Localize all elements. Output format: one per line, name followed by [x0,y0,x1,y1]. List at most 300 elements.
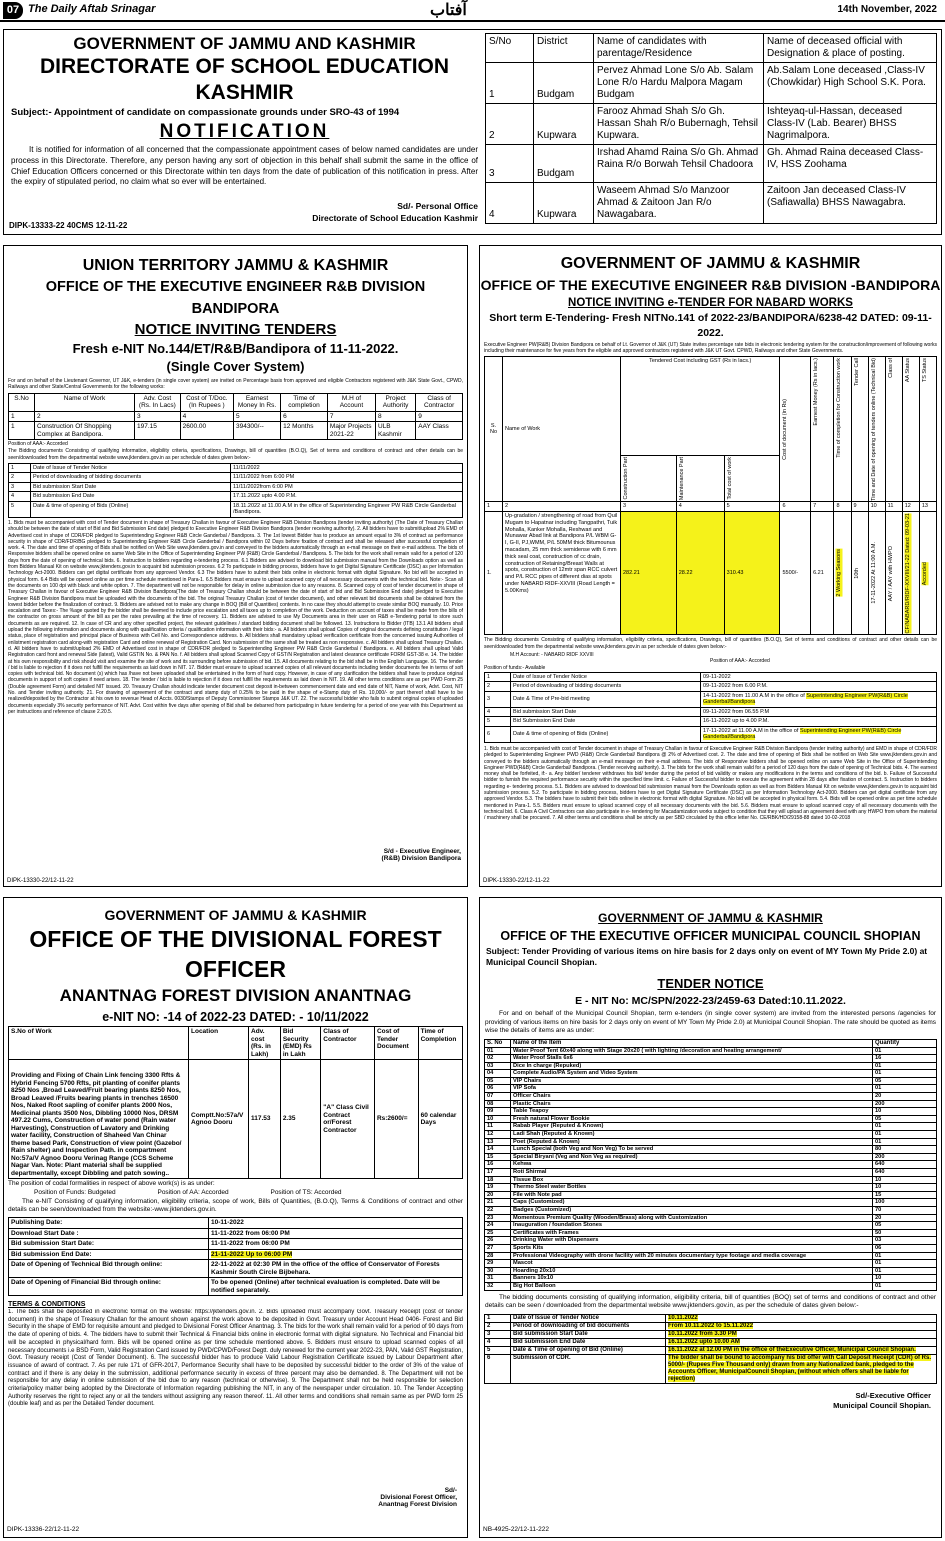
ad4-d6-value: To be opened (Online) after technical evaluation is completed. Date will be notified separately. [209,1278,463,1296]
ad5-item-row [485,1146,937,1154]
ad5-item-row [485,1260,937,1268]
ad5-item-sno: 04 [485,1070,511,1078]
ad5-d5-value-cell [666,1346,937,1354]
ad2-sign1: S/d - Executive Engineer, [383,847,461,855]
ad3-n2: 2 [503,502,621,512]
ad2-office: OFFICE OF THE EXECUTIVE ENGINEER R&B DIVISION BANDIPORA [45,279,426,317]
ad4-d5-value: 22-11-2022 at 02:30 PM in the office of the office of Conservator of Forests Kashmir South Circle Bijbehara. [209,1260,463,1278]
ad5-nb: NB-4925-22/12-11-222 [483,1526,550,1533]
issue-date: 14th November, 2022 [837,4,937,15]
ad3-hv-maint: Maintenance Part [678,457,685,501]
ad4-d3-label: Bid submission Start Date: [9,1239,209,1250]
ad3-d4-value: 09-11-2022 from 06.55 P.M [701,707,937,717]
ad2-w0: 1 [9,422,35,440]
ad2-system: (Single Cover System) [166,359,305,374]
ad3-funds: Position of funds:- Available [484,664,546,671]
ad2-w4: 394300/-- [233,422,280,440]
ad2-n4: 5 [233,411,280,422]
ad5-item-row [485,1123,937,1131]
ad5-item-qty: 80 [873,1146,937,1154]
ad5-item-sno: 11 [485,1123,511,1131]
ad5-d6-no: 6 [485,1354,511,1383]
ad5-item-name: VIP Sofa [511,1085,873,1093]
ad5-item-sno: 13 [485,1138,511,1146]
ad2-sign2: (R&B) Division Bandipora [381,854,461,862]
ad5-item-sno: 31 [485,1275,511,1283]
ad4-d1-label: Publishing Date: [9,1218,209,1229]
ad3-w-total: 310.43 [724,511,780,634]
ad3-para: The Bidding documents Consisting of qualifying information, eligibility criteria, specifications, Drawings, bill of quantities (B.O.Q), Set of terms and conditions of contract and other details can be seen/downloaded from the departmental website www.jktenders.gov.in as per schedule of dates given below:- [484,637,937,650]
ad3-work-table [484,356,937,636]
ad2-dipk: DIPK-13330-22/12-11-22 [7,878,74,884]
ad5-item-name: Caps (Customized) [511,1199,873,1207]
ad3-w-maint: 28.22 [676,511,724,634]
ad3-d3-no: 3 [485,691,511,707]
ad5-item-qty: 05 [873,1222,937,1230]
ad3-hv1-cell [676,456,724,502]
ad3-d1-label: Date of Issue of Tender Notice [511,672,701,682]
newspaper-name: The Daily Aftab Srinagar [28,3,156,15]
ad4-office: OFFICE OF THE DIVISIONAL FOREST OFFICER [29,926,442,982]
ad3-n7: 7 [811,502,834,512]
ad5-item-qty: 01 [873,1085,937,1093]
ad4-class: "A" Class Civil Contract or/Forest Contractor [321,1060,375,1179]
ad5-item-sno: 12 [485,1131,511,1139]
ad5-item-qty: 100 [873,1199,937,1207]
ad3-w-time: 2 Working Seasons [836,549,843,597]
ad4-h2: Adv. cost (Rs. in Lakh) [249,1027,281,1060]
ad4-time: 60 calendar Days [418,1060,462,1179]
ad3-terms: 1. Bids must be accompanied with cost of Tender document in shape of Treasury Challan in favour of Executive Engineer R&B Division Bandipora (tender inviting authority) and EMD in shape of CDR/FDR pledged to Superintending Engineer PWD (R&B) Circle Ganderbal/ Bandipora @ 2% of Advertised cost. 2. The date and time of opening of Bids shall be notified on Web Site www.jktenders.gov.in and conveyed to the bidders automatically through an e-mail message on their e-mail address. The bids of Responsive bidders shall be opened online on same Web Site in the Office of Superintending Engineer PWD(R&B) Circle Ganderbal/ Bandipora. (Tender receiving authority). 3. The bids for the work shall remain valid for a period of 120 days from the date of opening of Technical bids. 4. The earnest money shall be forfeited, if:- a. Any bidder/ tenderer withdraws his bid/ tender during the period of bid validity or makes any modifications in the terms and conditions of the bid. b. Failure of Successful bidder to furnish the required performance security within the specified time limit. c. Failure of Successful bidder to execute the agreement within 28 days after fixation of contract. 5. Instruction to bidders regarding e- tendering process. 5.1. Bidders are advised to download bid submission manual from the Downloads option as well as from Bidders Manual Kit on website www.jktenders.gov.in to acquaint bid submission process. 5.2. To participate in bidding process, bidders have to get Digital Signature Certificate (DSC) as per Information Technology Act-2000. Bidders can get digital certificate from any approved Vendor. 5.3. The bidders have to submit their bids online in electronic format with digital Signature. No bid will be accepted in physical form. 5.4. Bids will be opened online as per time schedule mentioned in Para-1. 5.5. Bidders must ensure to upload scanned copy of all necessary documents with the bid. 5.6. Bidders must ensure to upload scanned copy of all necessary documents with the technical bid. 6. Class A Civil Contractors can also participate in e- tendering for Macadamization works subject to condition that they will upload an agreement deed with any HWPO from whom the material / machinery shall be procured. 7. All other terms and conditions shall be strictly as per SBD circulated by this office letter No. CE/RBK/HD/29158-88 dated 10-02-2018 [484,745,937,822]
ad5-item-name: Kehwa [511,1161,873,1169]
ad2-intro: For and on behalf of the Lieutenant Governor, UT J&K, e-tenders (in single cover system) are invited on Percentage basis from approved and eligible Contractors registered with J&K State Govt., CPWD, Railways and other State/Central Governments for the following works: [8,378,463,391]
ad5-item-qty: 200 [873,1153,937,1161]
ad5-item-qty: 200 [873,1100,937,1108]
ad2-position: Position of AAA:- Accorded [8,441,68,448]
ad5-item-row [485,1153,937,1161]
ad5-d1-value-cell [666,1314,937,1322]
ad5-h2: Quantity [873,1039,937,1047]
ad5-item-name: Sports Kits [511,1244,873,1252]
ad1-candidates-table [485,33,937,224]
ad2-h5: Time of completion [281,393,328,411]
ad4-h0: S.No of Work [9,1027,189,1060]
ad3-d3-value: 14-11-2022 from 11.00 A.M in the office of [703,692,807,699]
ad2-d3-label: Bid submission Start Date [31,482,231,492]
ad5-item-qty: 05 [873,1115,937,1123]
ad5-item-name: File with Note pad [511,1191,873,1199]
ad5-item-name: Officer Chairs [511,1093,873,1101]
ad3-d6-hl: Superintending Engineer PW(R&B) Circle Ganderbal/Bandipora [703,727,902,741]
ad2-dates-table [8,463,463,518]
ad4-position1: The position of codal formalities in respect of above work(s) is as under: [8,1180,215,1187]
ad3-hv-class: Class of [887,357,894,378]
ad4-h5: Cost of Tender Document [374,1027,418,1060]
ad5-office: OFFICE OF THE EXECUTIVE OFFICER MUNICIPAL COUNCIL SHOPIAN [500,929,921,943]
ad5-item-qty: 640 [873,1169,937,1177]
ad5-item-qty: 01 [873,1138,937,1146]
ad2-d3-value: 11/11/2022from 6:00 PM [231,482,463,492]
ad1-r1-sno: 1 [486,63,534,104]
ad5-item-qty: 01 [873,1252,937,1260]
ad5-subject: Subject: Tender Providing of various items on hire basis for 2 days only on event of MY Town My Pride 2.0) at Municipal Council Shopian. [486,946,928,967]
ad3-w-call-cell [851,511,868,634]
ad3-hv-total: Total cost of work [726,457,733,500]
ad1-table-wrap [485,33,937,231]
ad5-para: The bidding documents consisting of qualifying information, eligibility criteria, bill of quantities (BOQ) set of terms and conditions of contract and other details can be seen / downloaded from the departmental website www.jktenders.gov.in, as per the schedule of dates given below:- [485,1293,936,1309]
ad3-n3: 3 [621,502,677,512]
ad4-tc-title: TERMS & CONDITIONS [8,1301,86,1308]
ad4-d4-value: 21-11-2022 Up to 06:00 PM [211,1250,293,1258]
ad2-n6: 7 [327,411,375,422]
ad2-d4-label: Bid submission End Date [31,492,231,502]
ad5-item-sno: 28 [485,1252,511,1260]
ad5-item-qty: 05 [873,1077,937,1085]
ad5-d4-no: 4 [485,1338,511,1346]
ad5-item-row [485,1077,937,1085]
ad3-d6-label: Date & time of opening of Bids (Online) [511,726,701,742]
ad5-item-name: Table Teapoy [511,1108,873,1116]
ad4-d2-label: Download Start Date : [9,1228,209,1239]
ad5-d5-no: 5 [485,1346,511,1354]
ad4-para: The e-NIT Consisting of qualifying information, eligibility criteria, scope of work, Bills of Quantities, (B.O.Q), Terms & Conditions of contract and other details can be seen/downloaded from the website:-www.jktenders.gov.in. [8,1198,463,1213]
ad3-w-time-cell [834,511,851,634]
ad4-funds: Position of Funds: Budgeted [34,1189,116,1196]
ad5-item-qty: 01 [873,1070,937,1078]
ad4-cost: Rs:2600/= [374,1060,418,1179]
ad2-w1: Construction Of Shopping Complex at Bandipora. [35,422,135,440]
ad3-h-sno: S. No [485,356,503,502]
ad5-item-row [485,1184,937,1192]
ad5-item-qty: 01 [873,1047,937,1055]
ad5-item-row [485,1176,937,1184]
ad3-d3-value-cell [701,691,937,707]
ad5-item-qty: 01 [873,1267,937,1275]
ad5-item-row [485,1237,937,1245]
ad2-para: The Bidding documents Consisting of qualifying information, eligibility criteria, specifications, Drawings, bill of quantities (B.O.Q), Set of terms and conditions of contract and other details can be seen/downloaded from the departmental website www.jktenders.gov.in as per schedule of dates given below:- [8,448,463,461]
ad3-w-call: 10th [853,567,860,579]
newspaper-header [0,0,945,22]
ad5-d2-label: Period of downloading of bid documents [511,1322,666,1330]
ad3-w-ts: Accorded [921,561,928,585]
ad5-d3-value: 10.11.2022 from 3.30 PM [668,1330,737,1337]
ad4-work: Providing and Fixing of Chain Link fencing 3300 Rfts & Hybrid Fencing 5700 Rfts, pit planting of conifer plants 8250 Nos ,Broad Leaved/Fruit bearing plants 8250 Nos, Broad Leaved /Fruits bearing plants in trenches 16500 Nos, Naked Root sapling of conifer plants 2000 Nos, Medicinal plants 3500 Nos, Dibbling 10000 Nos, DRSM 497.22 Cums, Construction of water pond (Rain water Harvesting), Construction of Lavatory and Drinking water facility, Construction of Shaheed Van Chinar theme based Park, Construction of view point (Gazebo/ Rain shelter) and Inspection Path. in compartment No:57a/V Agnoo Dooru Verinag Range (CCS Scheme Nagar Van. Note: Plant material shall be supplied departmentally, except Dibbling and patch sowing.. [9,1060,189,1179]
ad5-item-sno: 18 [485,1176,511,1184]
ad2-d1-value: 11/11/2022 [231,463,463,473]
ad1-r3-name: Irshad Ahamd Raina S/o Gh. Ahmad Raina R/o Borwah Tehsil Chadoora [594,145,764,183]
ad5-item-qty: 20 [873,1214,937,1222]
ad3-hv5-cell [834,356,851,502]
ad2-h3: Cost of T/Doc. (In Rupees ) [180,393,233,411]
ad3-w-ts-cell [919,511,936,634]
ad3-d6-value-cell [701,726,937,742]
ad3-d2-no: 2 [485,682,511,692]
ad1-title: NOTIFICATION [159,121,330,142]
ad5-item-qty: 640 [873,1161,937,1169]
ad1-left [7,33,482,233]
ad3-hv2-cell [724,456,780,502]
ad5-d4-value: 16.11.2022 upto 10.00 AM [668,1338,740,1345]
ad4-d3-value: 11-11-2022 from 06:00 PM [209,1239,463,1250]
ad5-d2-value: From 10.11.2022 to 15.11.2022 [668,1322,754,1329]
ad2-d2-label: Period of downloading of bidding documents [31,473,231,483]
ad4-aa: Position of AA: Accorded [157,1189,229,1196]
rnb-bandipora-nit-144 [3,245,468,887]
ad5-item-row [485,1206,937,1214]
ad5-item-qty: 10 [873,1108,937,1116]
ad5-item-sno: 32 [485,1282,511,1290]
ad5-item-row [485,1275,937,1283]
ad2-work-table [8,393,463,441]
ad3-d5-no: 5 [485,717,511,727]
ad5-item-name: VIP Chairs [511,1077,873,1085]
ad3-w-emd: 6.21 [811,511,834,634]
ad5-item-name: Drinking Water with Dispensers [511,1237,873,1245]
ad3-title: NOTICE INVITING e-TENDER FOR NABARD WORKS [568,297,853,309]
ad3-dates-table [484,672,937,743]
ad1-th-name: Name of candidates with parentage/Residence [594,34,764,63]
ad5-item-row [485,1108,937,1116]
ad3-w-constr: 282.21 [621,511,677,634]
ad3-n10: 10 [868,502,885,512]
ad5-sign2: Municipal Council Shopian. [833,1400,931,1410]
ad3-d4-label: Bid submission Start Date [511,707,701,717]
ad3-w-class: AAY / AAY with HWPO [887,545,894,601]
ad3-d2-value: 09-11-2022 from 6.00 P.M. [701,682,937,692]
ad1-th-sno: S/No [486,34,534,63]
ad5-item-name: Roti Shirmal [511,1169,873,1177]
ad5-item-name: Inauguration / foundation Stones [511,1222,873,1230]
ad2-n8: 9 [416,411,463,422]
ad3-w-aa-cell [902,511,919,634]
ad3-gov: GOVERNMENT OF JAMMU & KASHMIR [560,255,861,272]
ad5-item-row [485,1093,937,1101]
ad5-item-sno: 01 [485,1047,511,1055]
ad3-hv-open: Time and Date of opening of tenders online (Technical Bid) [870,357,877,501]
ad4-adv: 117.53 [249,1060,281,1179]
ad2-w2: 197.15 [135,422,181,440]
ad3-hv-call: Tender Call [853,357,860,386]
ad4-d6-label: Date of Opening of Financial Bid through online: [9,1278,209,1296]
ad3-hv-constr: Construction Part [623,457,629,500]
ad2-d4-no: 4 [9,492,31,502]
ad3-n1: 1 [485,502,503,512]
ad4-d2-value: 11-11-2022 from 06:00 PM [209,1228,463,1239]
ad5-d6-value: The bidder shall be bound to accompany his bid offer with Call Deposit Receipt (CDR) of Rs. 5000/- (Rupees Five Thousand only) drawn from any Nationalized bank, pledged to the Accounts Officer, MunicipalCouncil Shopian, (without which offers shall be liable for rejection) [668,1354,932,1382]
ad1-r1-name: Pervez Ahmad Lone S/o Ab. Salam Lone R/o Hardu Malpora Magam Budgam [594,63,764,104]
ad1-subject: Subject:- Appointment of candidate on compassionate grounds under SRO-43 of 1994 [11,107,400,118]
ad2-w6: Major Projects 2021-22 [327,422,375,440]
ad5-item-sno: 30 [485,1267,511,1275]
ad5-item-qty: 10 [873,1275,937,1283]
ad5-d5-label: Date & Time of opening of Bid (Online) [511,1346,666,1354]
ad5-d4-label: Bid submission End Date [511,1338,666,1346]
ad5-item-sno: 05 [485,1077,511,1085]
ad5-item-row [485,1199,937,1207]
ad5-item-name: Water Proof Stalls 6x6 [511,1055,873,1063]
ad1-gov: GOVERNMENT OF JAMMU AND KASHMIR [73,34,416,53]
ad1-th-district: District [534,34,594,63]
ad2-d5-no: 5 [9,501,31,517]
ad1-r3-sno: 3 [486,145,534,183]
ad5-item-row [485,1267,937,1275]
ad3-hv-doc: Cost of document (in Rs) [782,398,789,460]
ad5-item-sno: 17 [485,1169,511,1177]
ad2-title: NOTICE INVITING TENDERS [134,321,337,338]
ad2-terms: 1. Bids must be accompanied with cost of Tender document in shape of Treasury Challan in favour of Executive Engineer R&B Division Bandipora (tender inviting authority) (The Date of Treasury Challan should be between the date of start of Bid and Bid Submission End date) pledged to Executive Engineer R&B Division Bandipora (tender receiving authority). 2. All bidders have to submit/upload 2% EMD of Advertised cost in shape of CDR/FDR pledged to Superintending Engineer R&B Circle Ganderbal / Bandipora. 3. The 1st lowest Bidder has to produce an amount equal to 3% of contract as performance security in shape of CDR/FDR/BG pledged to Superintending Engineer R&B Circle Ganderbal / Bandipora within 02 Days before fixation of contract and shall be released after successful completion of work. 4. The date and time of opening of Bids shall be notified on Web Site www.jktenders.gov.in and conveyed to the bidders automatically through an e-mail message on their e-mail address. The bids of Responsive bidders shall be opened online on same Web Site in the Office of Superintending Engineer PW (R&B) Circle Ganderbal / Bandipora. 5. The bids for the work shall remain valid for a period of 120 days from the date of opening of technical bids. 6. Instruction to bidders regarding e-tendering process. 6.1 Bidders are advised to download bid submission manual from the Downloads option as well as from Bidders Manual Kit on website www.jktenders.gov.in to acquaint bid submission process. 6.2 To participate in bidding process, bidders have to get Digital Signature Certificate (DSC) as per Information Technology Act-2000. Bidders can get digital certificate from any approved Vendor. 6.3 The bidders have to submit their bids online in electronic format with digital Signature. No bid will be accepted in physical form. 6.4 Bids will be opened online as per time schedule mentioned in Para-1. 6.5 Bidders must ensure to upload scanned copy of all necessary documents with the technical bid. Note:- Scan all the documents on 100 dpi with black and white option. 7. The department will not be responsible for delay in online submission due to any reasons. 8. Scanned copy of cost of tender document in shape of Treasury Challan in favour of Executive Engineer R&B Division Bandipora(The date of Treasury Challan should be between the date of start of bid and Bid Submission End date) pledged to Executive Engineer R&B Division Bandipora must be uploaded with the documents of the bid. The original Treasury Challan (cost of tender document), and other relevant bid documents shall be obtained from the lowest bidder before the finalization of contract. 9. Bidders are advised not to make any change in BOQ (Bill of Quantities) contents. In no case they should attempt to create similar BOQ manually. 10. Price escalation and Taxes:- The %age quoted by the bidder shall be deemed to include price escalation and all taxes up to completion of the work. Deduction on account of taxes shall be made from the bills of the contractor on gross amount of the bill as per the rates prevailing at the time of recovery. 11. Bidders are advised to use My Documents area in their user on R&B e-Tendering portal to store such documents as are required. 12. In case of CR and any other specified project, the relevant guidelines / standard bidding document shall be followed. 13. Instructions to Bidder (ITB) 13.1 All bidders shall upload the following information and documents along with qualification criteria / qualification information with their bids:- a. All bidders shall upload Copies of original documents defining constitution / legal status, place of registration and principal place of Business with Cell No. and Correspondence address. b. All bidders shall mandatory upload verification certificate from the concerned issuing Authorities of enlistment registration card along-with registration Card and online renewal of Registration Card. Non submission of the same shall be treated as non responsive. c. All bidders shall upload Treasury Challan. d. All bidders have to submit/upload 2% EMD of Advertised cost in shape of CDR/FDR pledged to Superintending Engineer PW R&B Circle Ganderbal / Bandipora. e. All bidders shall upload Valid Registration card front and renewal Side (latest), Valid GSTIN No. & PAN No. f. All bidders shall upload Scanned Copy of GST/N Registration and latest clearance certificate FORM GST-38 e. 14. The bidder at his own responsibility and risk should visit and examine the site of work and its surrounding before submission of bid. 15. All documents relating to the bid shall be in the English Language. 16. The tender / bid is liable to rejection if it does not fulfill the requirements as laid down in NIT. 17. Bidder must ensure to upload scanned copies of all relevant documents including tender documents fee in terms of soft copies with technical bid. No document (s) which has /have not been uploaded shall be entertained in the form of hard copy. However, in case of any clarification the bidders shall have to produce original documents in support of soft copies if need arises. 18. The tender / bid is liable to rejection if it does not fulfill the requirements as laid down in NIT. 19. All other terms conditions are as per PWD Form 25 (Double agreement Form) and detailed NIT issued. 20. Treasury Challan should indicate tender document cost deposit in-between commencement date and end date of NIT, Name of work, Advt. Cost, NIT No. and Tender inviting authority. 21. For drawing of agreement of the contract and stamp duty of 0.25% to be paid in the shape of e-Stamp duty of Rs. 10,000/- or part thereof shall have to be realized/deposited by the Contractor at his own to revenue Head of Accts. 0030/Stamps of Deputy Commissioner Stamps J&K UT. 22. The successful bidder who fails to submit original copies of uploaded documents especially 3% security performance of NIT. Advt. Cost within five days after opening of Bid shall be debarred from participating in future tendering for a period of one year with this Department as per instructions and reference of clause 2.20.5. [8,519,463,715]
ad2-d1-no: 1 [9,463,31,473]
ad3-d3-hl: Superintending Engineer PW(R&B) Circle Ganderbal/Bandipora [703,692,908,706]
ad5-item-name: Big Hot Balloon [511,1282,873,1290]
ad4-h1: Location [189,1027,249,1060]
ad5-item-row [485,1115,937,1123]
ad5-item-row [485,1161,937,1169]
ad5-item-sno: 09 [485,1108,511,1116]
ad3-w-open-cell [868,511,885,634]
ad5-item-name: Hoarding 20x10 [511,1267,873,1275]
ad4-dates-table [8,1217,463,1296]
ad5-item-row [485,1085,937,1093]
ad5-title: TENDER NOTICE [657,976,764,991]
ad5-item-sno: 20 [485,1191,511,1199]
ad1-r4-district: Kupwara [534,183,594,224]
ad4-nit: e-NIT NO: -14 of 2022-23 DATED: - 10/11/2022 [102,1010,369,1024]
ad3-n6: 6 [780,502,811,512]
ad5-item-qty: 70 [873,1206,937,1214]
ad3-h-group: Tendered Cost including GST (Rs in lacs.) [621,356,780,456]
ad5-item-sno: 21 [485,1199,511,1207]
ad4-emd: 2.35 [280,1060,320,1179]
ad2-n3: 4 [180,411,233,422]
ad3-office: OFFICE OF THE EXECUTIVE ENGINEER R&B DIVISION -BANDIPORA [480,277,941,293]
ad3-n11: 11 [885,502,902,512]
ad2-h2: Adv. Cost (Rs. In Lacs) [135,393,181,411]
ad1-r3-district: Budgam [534,145,594,183]
ad4-h4: Class of Contractor [321,1027,375,1060]
ad3-d6-no: 6 [485,726,511,742]
ad1-r4-name: Waseem Ahmad S/o Manzoor Ahmad & Zaitoon Jan R/o Nawagabara. [594,183,764,224]
ad3-d5-value: 16-11-2022 up to 4.00 P.M. [701,717,937,727]
ad5-item-row [485,1100,937,1108]
ad5-item-name: Water Proof Tent 60x40 along with Stage 20x20 ( with lighting /decoration and heating arrangement/ [511,1047,873,1055]
ad5-d2-no: 2 [485,1322,511,1330]
ad3-n5: 5 [724,502,780,512]
ad5-item-sno: 15 [485,1153,511,1161]
ad5-d1-no: 1 [485,1314,511,1322]
ad5-item-qty: 10 [873,1176,937,1184]
ad3-hv3-cell [780,356,811,502]
ad3-hv4-cell [811,356,834,502]
ad5-item-row [485,1169,937,1177]
ad5-item-name: Ladi Shah (Reputed & Known) [511,1131,873,1139]
ad3-hv7-cell [868,356,885,502]
ad3-hv6-cell [851,356,868,502]
ad2-n1: 2 [35,411,135,422]
ad4-gov: GOVERNMENT OF JAMMU & KASHMIR [104,907,367,923]
ad2-n0: 1 [9,411,35,422]
ad3-n13: 13 [919,502,936,512]
ad3-w-name: Up-gradation / strengthening of road from Quil Mugam to Hapatnar including Tangpathri, Tuik Mohalla, Kanker Mohalla, Reshwari and Munawar Abad link at Bandipora P/L WBM G-I, G-II, PJ,WMM, P/L 50MM thick Bitumounus macadam, 25 mm thick semidense with 6 mm thick seal coat, construction of cc drain, construction of Retaining/Breast Walls at spots, construction of 12mtr span RCC culvert and P/L RCC pipes of different dias at spots under NABARD RIDF-XXVIII (Road Length = 5.00Kms) [503,511,621,634]
ad5-item-name: Rabab Player (Reputed & Known) [511,1123,873,1131]
ad2-d5-value: 18.11.2022 at 11.00 A.M in the office of Superintending Engineer PW R&B Circle Ganderbal /Bandipora. [231,501,463,517]
ad5-h1: Name of the Item [511,1039,873,1047]
ad5-d6-value-cell [666,1354,937,1383]
ad5-item-sno: 19 [485,1184,511,1192]
ad5-item-sno: 26 [485,1237,511,1245]
ad1-th-deceased: Name of deceased official with Designation & place of posting. [764,34,937,63]
ad5-item-qty: 01 [873,1282,937,1290]
ad2-gov: UNION TERRITORY JAMMU & KASHMIR [82,257,389,274]
ad5-item-sno: 03 [485,1062,511,1070]
ad5-item-qty: 01 [873,1131,937,1139]
ad5-item-qty: 01 [873,1123,937,1131]
ad2-h1: Name of Work [35,393,135,411]
ad3-dipk: DIPK-13330-22/12-11-22 [483,878,550,884]
ad5-item-qty: 10 [873,1184,937,1192]
ad5-item-name: Complete Audio/PA System and Video System [511,1070,873,1078]
ad3-d1-no: 1 [485,672,511,682]
ad2-h0: S.No [9,393,35,411]
ad5-d3-no: 3 [485,1330,511,1338]
ad5-item-row [485,1229,937,1237]
ad5-item-row [485,1222,937,1230]
page-number: 07 [3,2,23,19]
ad5-item-name: Dice In charge (Repuked) [511,1062,873,1070]
ad5-item-qty: 20 [873,1093,937,1101]
ad3-d1-value: 09-11-2022 [701,672,937,682]
municipal-council-shopian-tender [479,897,942,1538]
ad2-h4: Earnest Money In Rs. [233,393,280,411]
ad5-item-name: Badges (Customized) [511,1206,873,1214]
ad3-d3-label: Date & Time of Pre-bid meeting [511,691,701,707]
ad4-sign1: Divisional Forest Officer, [380,1494,457,1501]
ad3-hv9-cell [902,356,919,502]
ad3-w-aa: CF/NABARD/RIDF-XXVIII/21-22 Dated: 09-03-21 [904,512,911,634]
ad3-w-doc: 5500/- [780,511,811,634]
ad2-d3-no: 3 [9,482,31,492]
ad5-item-name: Poet (Reputed & Known) [511,1138,873,1146]
ad5-item-sno: 06 [485,1085,511,1093]
ad1-sign2: Directorate of School Education Kashmir [312,213,478,224]
ad5-d1-label: Date of Issue of Tender Notice [511,1314,666,1322]
ad5-item-sno: 23 [485,1214,511,1222]
ad5-item-qty: 16 [873,1055,937,1063]
ad5-item-sno: 16 [485,1161,511,1169]
ad2-nit: Fresh e-NIT No.144/ET/R&B/Bandipora of 11-11-2022. [72,341,399,356]
ad5-item-name: Certificates with Frames [511,1229,873,1237]
ad2-n2: 3 [135,411,181,422]
ad5-nit: E - NIT No: MC/SPN/2022-23/2459-63 Dated:10.11.2022. [575,995,846,1007]
ad5-d3-label: Bid submission Start Date [511,1330,666,1338]
ad3-nit: Short term E-Tendering- Fresh NITNo.141 of 2022-23/BANDIPORA/6238-42 DATED: 09-11-2022. [489,312,932,339]
ad5-item-row [485,1244,937,1252]
ad3-n8: 8 [834,502,851,512]
ad5-item-sno: 14 [485,1146,511,1154]
ad5-item-sno: 24 [485,1222,511,1230]
ad5-item-name: Banners 10x10 [511,1275,873,1283]
ad5-intro: For and on behalf of the Municipal Council Shopian, term e-tenders (in single cover system) are invited from the interested persons /agencies for providing of various items on hire basis for 2 days only on event of MY Town My Pride 2.0) at Municipal Council Shopian. The rate should be quoted as items wise the details of items are as under: [485,1010,936,1034]
ad5-item-name: Tissue Box [511,1176,873,1184]
ad5-sign1: Sd/-Executive Officer [855,1390,931,1400]
ad1-r2-district: Kupwara [534,104,594,145]
ad5-item-row [485,1282,937,1290]
ad2-h8: Class of Contractor [416,393,463,411]
ad5-item-row [485,1191,937,1199]
ad4-ts: Position of TS: Accorded [270,1189,342,1196]
ad1-r4-deceased: Zaitoon Jan deceased Class-IV (Safiawalla) BHSS Nawagabra. [764,183,937,224]
ad3-n4: 4 [676,502,724,512]
ad1-sign1: Sd/- Personal Office [397,201,478,212]
